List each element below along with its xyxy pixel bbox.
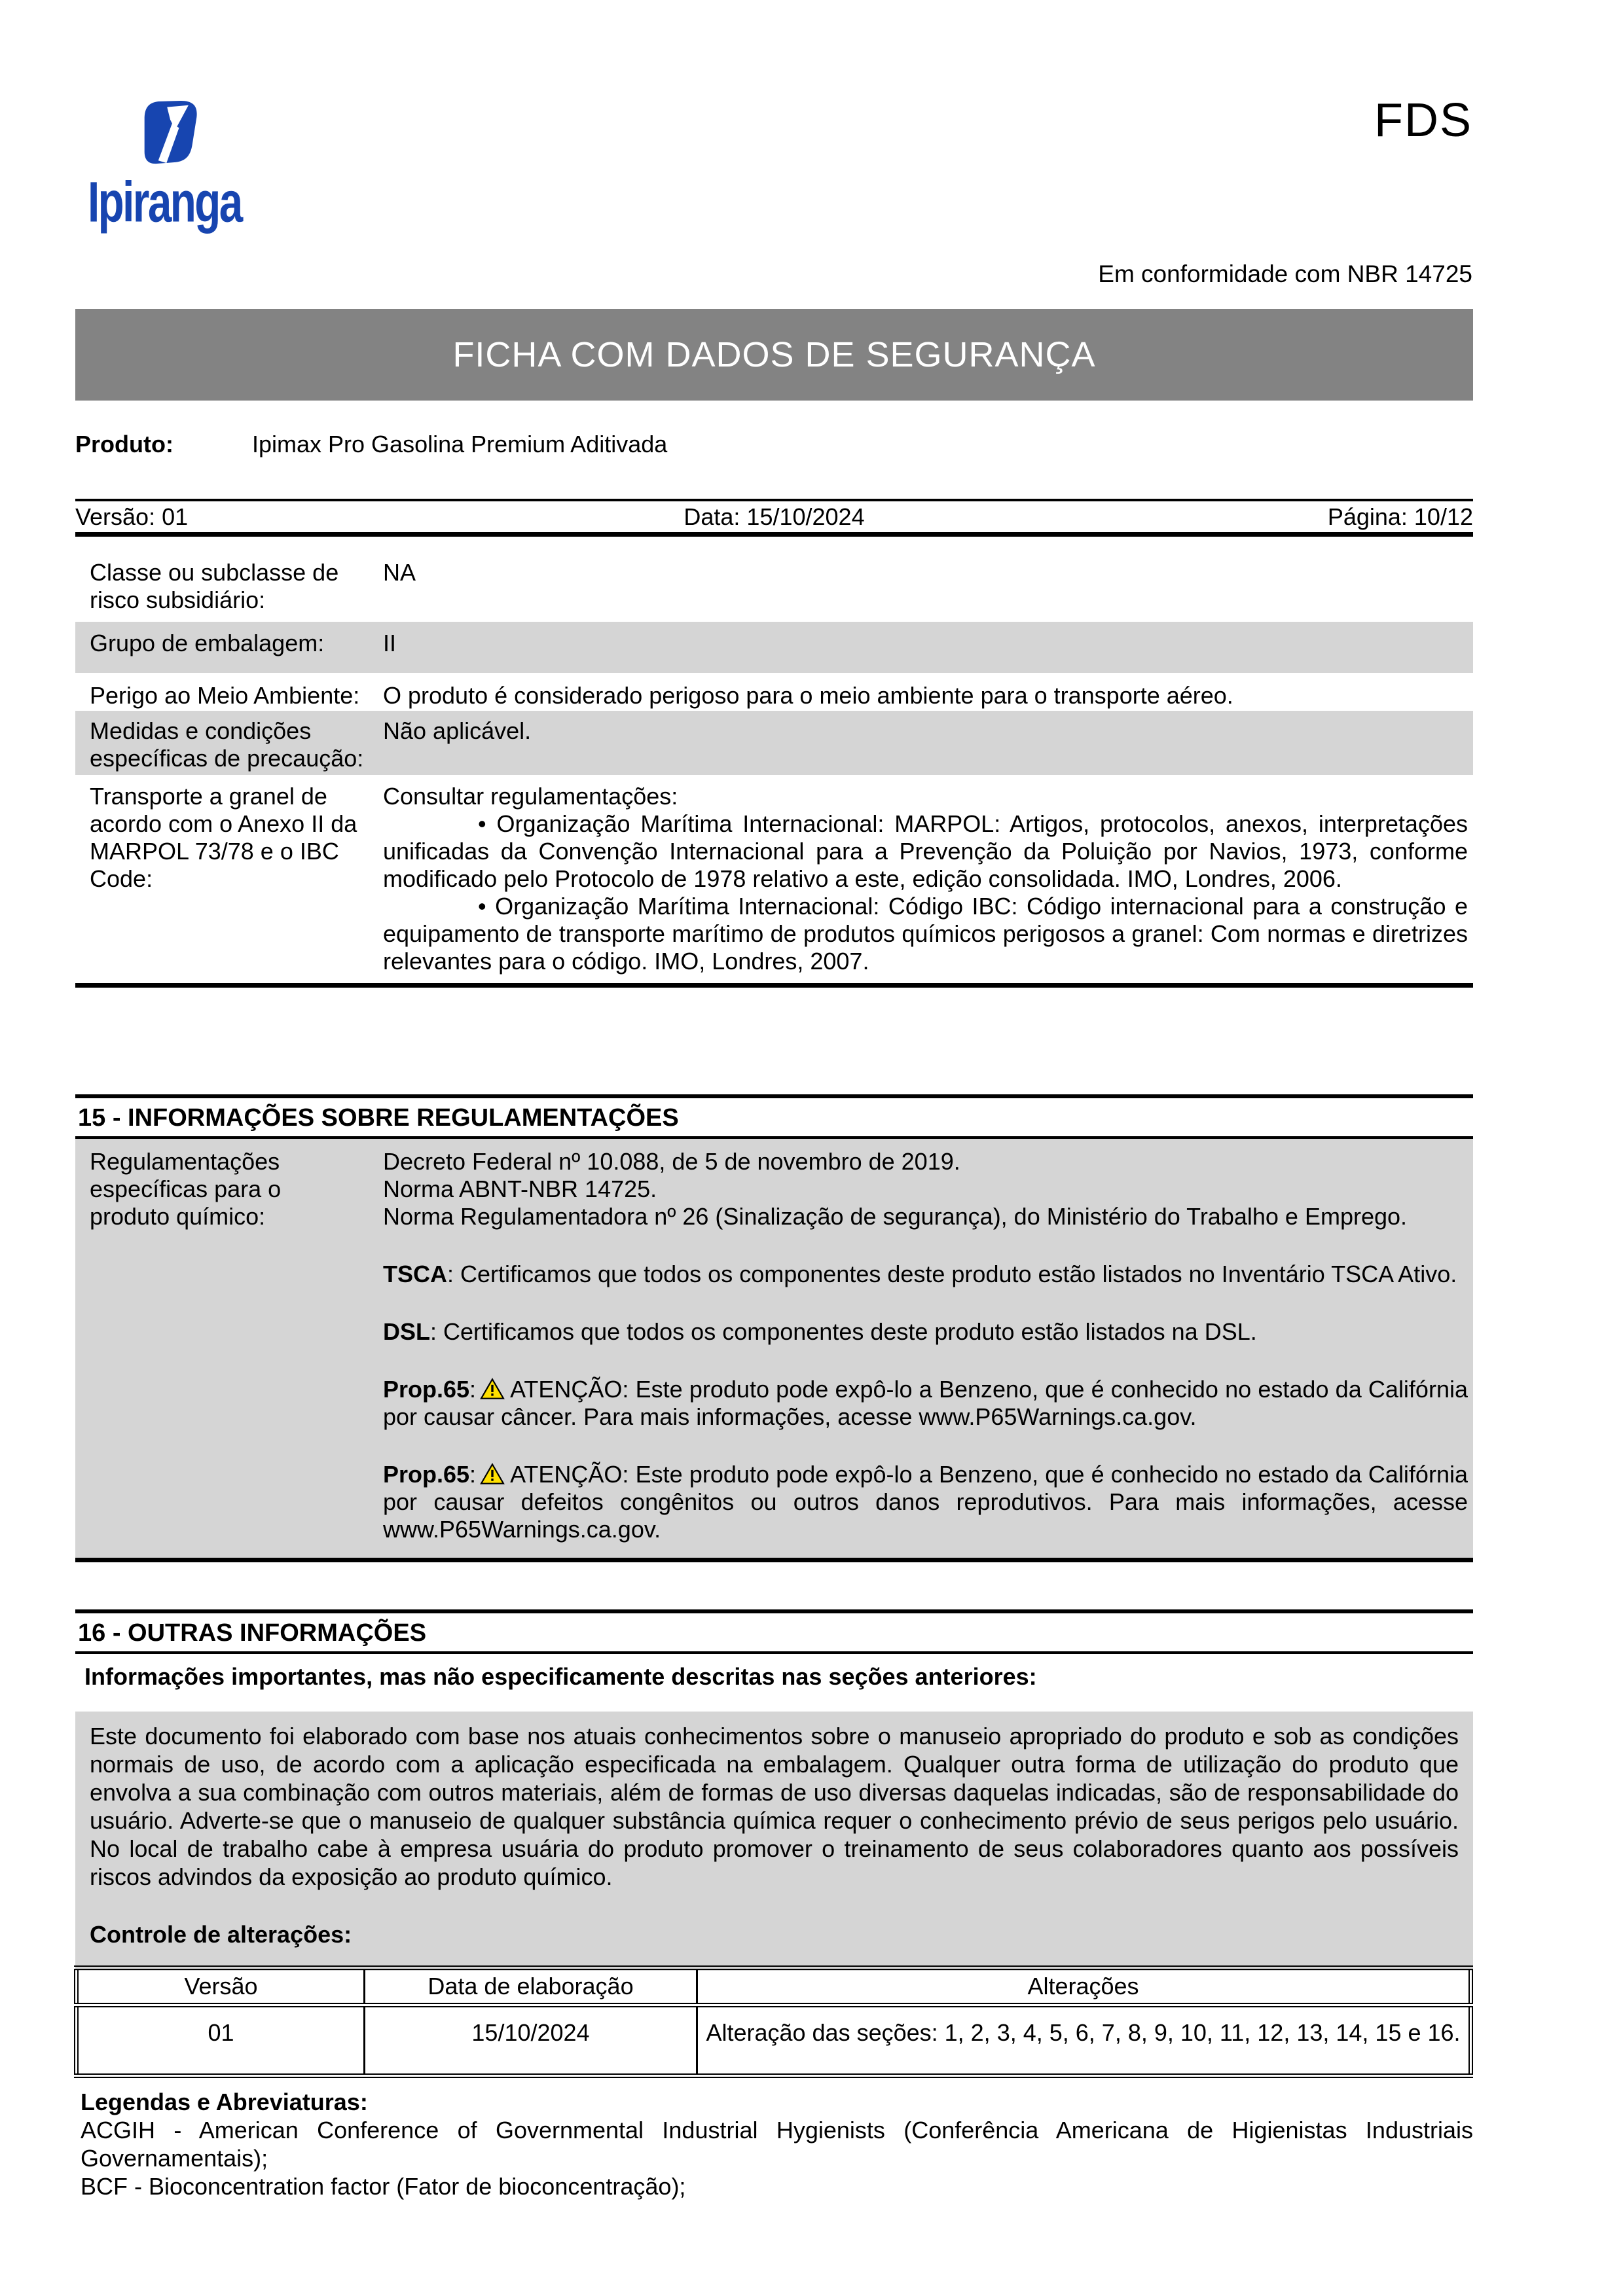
- legends-block: [75, 2088, 1473, 2200]
- prop65-colon: :: [469, 1461, 477, 1488]
- row-value: O produto é considerado perigoso para o meio ambiente para o transporte aéreo.: [383, 682, 1233, 709]
- prop65-colon: :: [469, 1376, 477, 1403]
- table-row: [75, 673, 1473, 711]
- column-header-date: Data de elaboração: [365, 1968, 697, 2005]
- row-label: Classe ou subclasse de risco subsidiário:: [90, 559, 339, 613]
- prop65-cancer-paragraph: [383, 1376, 1468, 1431]
- row-label: Transporte a granel de acordo com o Anexo II da MARPOL 73/78 e o IBC Code:: [90, 783, 357, 892]
- section-16: [75, 1609, 1473, 1971]
- table-row: [77, 2005, 1471, 2076]
- dsl-label: DSL: [383, 1318, 430, 1345]
- ibc-code-bullet: • Organização Marítima Internacional: Código IBC: Código internacional para a construção e equipamento de transporte marítimo de produtos químicos perigosos a granel: Com normas e diretrizes relevantes para o código. IMO, Londres, 2007.: [383, 893, 1468, 975]
- regulation-line: Norma Regulamentadora nº 26 (Sinalização de segurança), do Ministério do Trabalho e Emprego.: [383, 1203, 1408, 1230]
- regulations-content: [367, 1148, 1473, 1543]
- legend-item: ACGIH - American Conference of Governmental Industrial Hygienists (Conferência Americana de Higienistas Industriais Governamentais);: [81, 2117, 1473, 2172]
- regulations-label: Regulamentações específicas para o produto químico:: [90, 1148, 282, 1230]
- regulation-line: Norma ABNT-NBR 14725.: [383, 1175, 657, 1202]
- tsca-text: : Certificamos que todos os componentes deste produto estão listados no Inventário TSCA Ativo.: [447, 1261, 1457, 1287]
- marpol-bullet: • Organização Marítima Internacional: MARPOL: Artigos, protocolos, anexos, interpretações unificadas da Convenção Internacional para a Prevenção da Poluição por Navios, 1973, conforme modificado pelo Protocolo de 1978 relativo a este, edição consolidada. IMO, Londres, 2006.: [383, 810, 1468, 893]
- warning-triangle-icon: [480, 1463, 505, 1485]
- column-header-version: Versão: [77, 1968, 365, 2005]
- row-value: Não aplicável.: [383, 717, 532, 744]
- fds-label: FDS: [1374, 94, 1472, 147]
- cell-date: 15/10/2024: [365, 2005, 697, 2076]
- warning-triangle-icon: [480, 1378, 505, 1400]
- version-date-page-band: [75, 499, 1473, 532]
- product-name: Ipimax Pro Gasolina Premium Aditivada: [252, 431, 668, 457]
- prop65-repro-text: ATENÇÃO: Este produto pode expô-lo a Benzeno, que é conhecido no estado da Califórnia por causar defeitos congênitos ou outros danos reprodutivos. Para mais informações, acesse www.P65Warnings.ca.gov.: [383, 1461, 1468, 1543]
- row-label: Grupo de embalagem:: [90, 630, 325, 656]
- cell-alterations: Alteração das seções: 1, 2, 3, 4, 5, 6, 7, 8, 9, 10, 11, 12, 13, 14, 15 e 16.: [697, 2005, 1471, 2076]
- section-16-intro: Informações importantes, mas não especificamente descritas nas seções anteriores:: [84, 1663, 1037, 1690]
- cell-version: 01: [77, 2005, 365, 2076]
- prop65-label: Prop.65: [383, 1376, 470, 1403]
- tsca-paragraph: [383, 1261, 1468, 1288]
- table-row: [75, 537, 1473, 622]
- table-row: [75, 622, 1473, 673]
- table-row: [75, 775, 1473, 983]
- version-value: Versão: 01: [75, 503, 189, 530]
- tsca-label: TSCA: [383, 1261, 447, 1287]
- legends-title: Legendas e Abreviaturas:: [81, 2089, 368, 2115]
- document-title: FICHA COM DADOS DE SEGURANÇA: [452, 335, 1096, 374]
- regulation-line: Decreto Federal nº 10.088, de 5 de novembro de 2019.: [383, 1148, 960, 1175]
- dsl-text: : Certificamos que todos os componentes deste produto estão listados na DSL.: [430, 1318, 1257, 1345]
- section-16-heading: 16 - OUTRAS INFORMAÇÕES: [75, 1609, 1473, 1654]
- section-15-body: [75, 1139, 1473, 1562]
- legend-item: BCF - Bioconcentration factor (Fator de bioconcentração);: [81, 2173, 686, 2200]
- section-16-body: [75, 1712, 1473, 1971]
- transport-info-table: [75, 532, 1473, 988]
- date-value: Data: 15/10/2024: [684, 503, 865, 530]
- conformity-note: Em conformidade com NBR 14725: [1098, 260, 1472, 287]
- page-number: Página: 10/12: [1327, 503, 1473, 530]
- row-label: Perigo ao Meio Ambiente:: [90, 682, 360, 709]
- dsl-paragraph: [383, 1318, 1468, 1346]
- row-value: NA: [383, 559, 416, 586]
- document-title-bar: [75, 309, 1473, 401]
- column-header-alterations: Alterações: [697, 1968, 1471, 2005]
- row-value: [367, 783, 1473, 975]
- section-15-heading: 15 - INFORMAÇÕES SOBRE REGULAMENTAÇÕES: [75, 1094, 1473, 1139]
- product-label: Produto:: [75, 431, 173, 457]
- prop65-label: Prop.65: [383, 1461, 470, 1488]
- change-control-table: [74, 1965, 1473, 2078]
- ipiranga-logo-text: Ipiranga: [88, 170, 242, 234]
- prop65-repro-paragraph: [383, 1461, 1468, 1543]
- product-line: [75, 431, 667, 458]
- row-value-intro: Consultar regulamentações:: [383, 783, 678, 810]
- row-label: Medidas e condições específicas de precaução:: [90, 717, 364, 772]
- section-15: [75, 1094, 1473, 1562]
- ipiranga-logo-icon: [139, 98, 202, 168]
- prop65-cancer-text: ATENÇÃO: Este produto pode expô-lo a Benzeno, que é conhecido no estado da Califórnia por causar câncer. Para mais informações, acesse www.P65Warnings.ca.gov.: [383, 1376, 1468, 1430]
- disclaimer-paragraph: Este documento foi elaborado com base nos atuais conhecimentos sobre o manuseio apropriado do produto e sob as condições normais de uso, de acordo com a aplicação especificada na embalagem. Qualquer outra forma de utilização do produto que envolva a sua combinação com outros materiais, além de formas de uso diversas daquelas indicadas, são de responsabilidade do usuário. Adverte-se que o manuseio de qualquer substância química requer o conhecimento prévio de seus perigos pelo usuário. No local de trabalho cabe à empresa usuária do produto promover o treinamento de seus colaboradores quanto aos possíveis riscos advindos da exposição ao produto químico.: [90, 1723, 1459, 1890]
- change-control-label: Controle de alterações:: [90, 1921, 352, 1948]
- table-row: [75, 711, 1473, 775]
- table-header-row: [77, 1968, 1471, 2005]
- row-value: II: [383, 630, 397, 656]
